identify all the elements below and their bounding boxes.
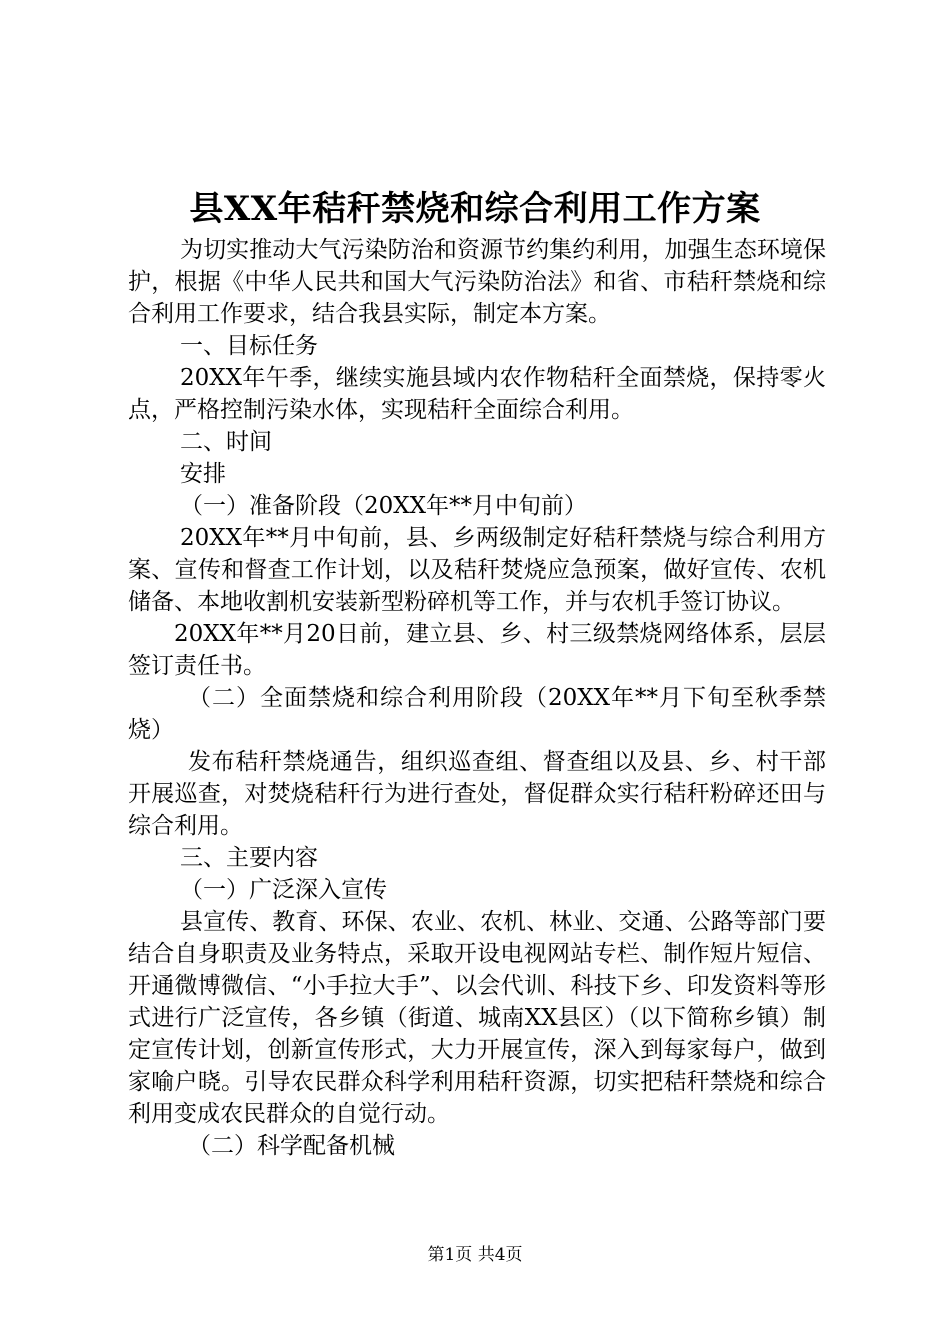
heading-main-content: 三、主要内容 — [180, 845, 318, 871]
heading-time-arrangement: 安排 — [180, 461, 226, 487]
subheading-publicity: （一）广泛深入宣传 — [180, 877, 387, 903]
paragraph-intro: 为切实推动大气污染防治和资源节约集约利用，加强生态环境保护，根据《中华人民共和国大气污染防治法》和省、市秸秆禁烧和综合利用工作要求，结合我县实际，制定本方案。 — [128, 237, 826, 327]
paragraph-network: 20XX年**月20日前，建立县、乡、村三级禁烧网络体系，层层签订责任书。 — [128, 621, 826, 679]
subheading-full-ban: （二）全面禁烧和综合利用阶段（20XX年**月下旬至秋季禁烧） — [128, 685, 826, 743]
subheading-preparation: （一）准备阶段（20XX年**月中旬前） — [180, 493, 588, 519]
paragraph-full-ban: 发布秸秆禁烧通告，组织巡查组、督查组以及县、乡、村干部开展巡查，对焚烧秸秆行为进行查处，督促群众实行秸秆粉碎还田与综合利用。 — [128, 749, 826, 839]
paragraph-publicity: 县宣传、教育、环保、农业、农机、林业、交通、公路等部门要结合自身职责及业务特点，采取开设电视网站专栏、制作短片短信、开通微博微信、“小手拉大手”、以会代训、科技下乡、印发资料等形式进行广泛宣传，各乡镇（街道、城南XX县区）（以下简称乡镇）制定宣传计划，创新宣传形式，大力开展宣传，深入到每家每户，做到家喻户晓。引导农民群众科学利用秸秆资源，切实把秸秆禁烧和综合利用变成农民群众的自觉行动。 — [128, 909, 826, 1127]
paragraph-goals: 20XX年午季，继续实施县域内农作物秸秆全面禁烧，保持零火点，严格控制污染水体，实现秸秆全面综合利用。 — [128, 365, 826, 423]
document-body — [128, 234, 826, 1162]
heading-goals: 一、目标任务 — [180, 333, 318, 359]
page-footer: 第1页 共4页 — [427, 1245, 523, 1265]
document-title: 县XX年秸秆禁烧和综合利用工作方案 — [189, 189, 761, 229]
heading-time: 二、时间 — [180, 429, 272, 455]
paragraph-preparation: 20XX年**月中旬前，县、乡两级制定好秸秆禁烧与综合利用方案、宣传和督查工作计划，以及秸秆焚烧应急预案，做好宣传、农机储备、本地收割机安装新型粉碎机等工作，并与农机手签订协议。 — [128, 525, 826, 615]
subheading-machinery: （二）科学配备机械 — [188, 1133, 395, 1159]
